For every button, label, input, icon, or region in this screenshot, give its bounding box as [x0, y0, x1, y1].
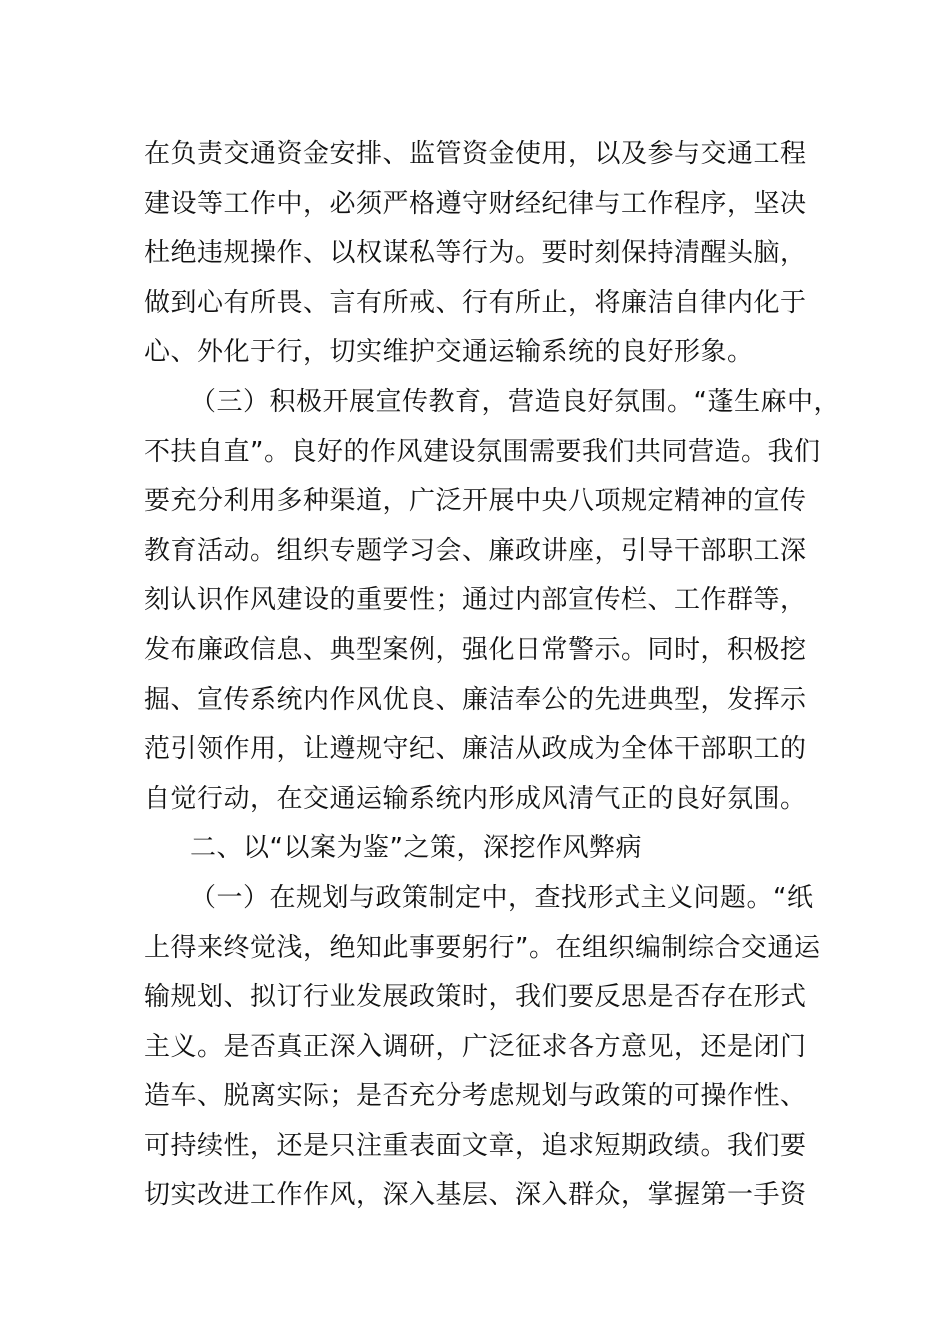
text-line: 造车、脱离实际；是否充分考虑规划与政策的可操作性、: [144, 1081, 807, 1112]
section-heading-line: （一）在规划与政策制定中，查找形式主义问题。“纸: [190, 882, 814, 913]
text-line: 输规划、拟订行业发展政策时，我们要反思是否存在形式: [144, 982, 807, 1013]
text-line: 杜绝违规操作、以权谋私等行为。要时刻保持清醒头脑，: [144, 238, 807, 269]
document-body: [144, 130, 840, 1221]
text-line: 掘、宣传系统内作风优良、廉洁奉公的先进典型，发挥示: [144, 684, 807, 715]
text-line: 上得来终觉浅，绝知此事要躬行”。在组织编制综合交通运: [144, 932, 821, 963]
text-line: 范引领作用，让遵规守纪、廉洁从政成为全体干部职工的: [144, 734, 807, 765]
text-line: 主义。是否真正深入调研，广泛征求各方意见，还是闭门: [144, 1031, 807, 1062]
text-line: 自觉行动，在交通运输系统内形成风清气正的良好氛围。: [144, 783, 807, 814]
text-line: 建设等工作中，必须严格遵守财经纪律与工作程序，坚决: [144, 188, 807, 219]
text-line: 在负责交通资金安排、监管资金使用，以及参与交通工程: [144, 139, 807, 169]
text-line: 心、外化于行，切实维护交通运输系统的良好形象。: [144, 337, 754, 368]
text-line: 刻认识作风建设的重要性；通过内部宣传栏、工作群等，: [144, 585, 807, 616]
text-line: 教育活动。组织专题学习会、廉政讲座，引导干部职工深: [144, 535, 807, 566]
chapter-heading-line: 二、以“以案为鉴”之策，深挖作风弊病: [190, 833, 642, 864]
section-heading-line: （三）积极开展宣传教育，营造良好氛围。“蓬生麻中，: [190, 386, 840, 417]
text-line: 要充分利用多种渠道，广泛开展中央八项规定精神的宣传: [144, 486, 807, 517]
text-line: 不扶自直”。良好的作风建设氛围需要我们共同营造。我们: [144, 436, 821, 467]
text-line: 发布廉政信息、典型案例，强化日常警示。同时，积极挖: [144, 634, 807, 665]
text-line: 可持续性，还是只注重表面文章，追求短期政绩。我们要: [144, 1130, 807, 1161]
text-line: 做到心有所畏、言有所戒、行有所止，将廉洁自律内化于: [144, 287, 807, 318]
text-line: 切实改进工作作风，深入基层、深入群众，掌握第一手资: [144, 1180, 807, 1211]
